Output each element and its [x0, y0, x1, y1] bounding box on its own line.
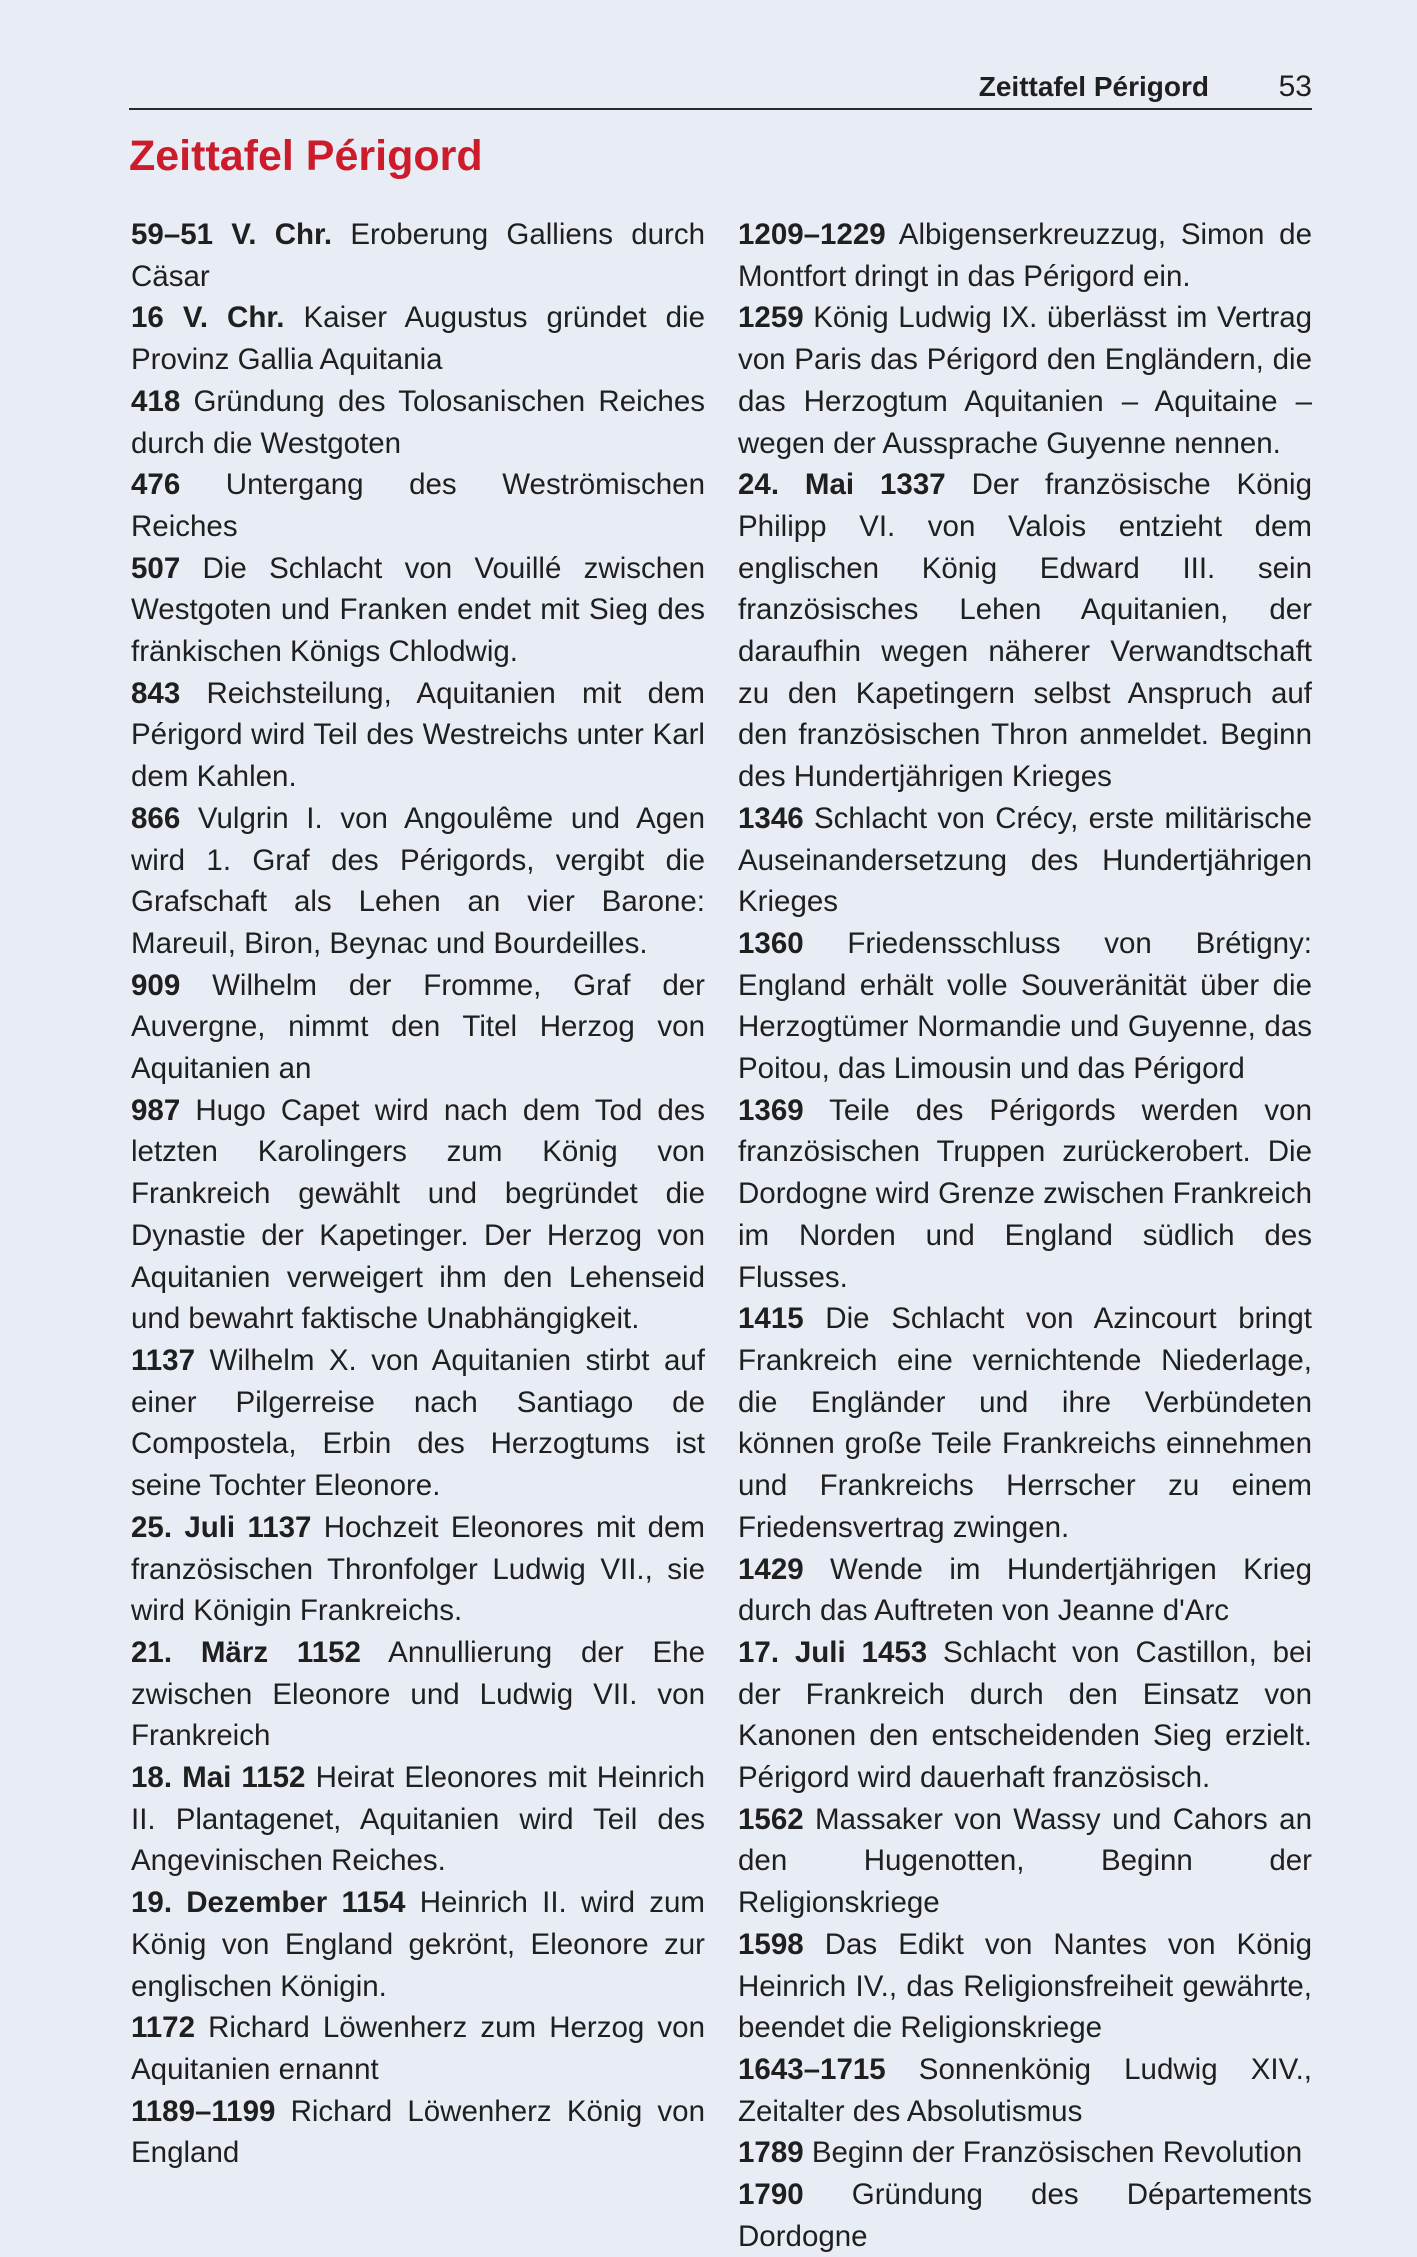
entry-text: Hugo Capet wird nach dem Tod des letzten Karolingers zum König von Frankreich gewählt und begründet die Dynastie der Kapetinger. Der Herzog von Aquitanien verweigert ihm den Lehenseid und bewahrt faktische Unabhängigkeit.	[131, 1093, 705, 1336]
timeline-entry	[738, 1549, 1312, 1632]
entry-text: Gründung des Tolosanischen Reiches durch die Westgoten	[131, 384, 705, 460]
timeline-entry	[131, 1882, 705, 2007]
timeline-entry	[738, 1924, 1312, 2049]
entry-date: 59–51 V. Chr.	[131, 218, 333, 251]
timeline-entry	[738, 1632, 1312, 1799]
entry-text: Wilhelm X. von Aquitanien stirbt auf einer Pilgerreise nach Santiago de Compostela, Erbin des Herzogtums ist seine Tochter Eleonore.	[131, 1343, 705, 1503]
entry-text: Massaker von Wassy und Cahors an den Hugenotten, Beginn der Religionskriege	[738, 1802, 1312, 1920]
timeline-entry	[131, 1090, 705, 1340]
entry-text: Albigenserkreuzzug, Simon de Montfort dringt in das Périgord ein.	[738, 218, 1312, 293]
entry-text: Schlacht von Castillon, bei der Frankreich durch den Einsatz von Kanonen den entscheidenden Sieg erzielt. Périgord wird dauerhaft französisch.	[738, 1635, 1312, 1795]
entry-text: Beginn der Französischen Revolution	[811, 2136, 1303, 2170]
entry-date: 1369	[738, 1093, 804, 1127]
entry-date: 1346	[738, 801, 804, 835]
entry-date: 987	[131, 1093, 181, 1127]
timeline-entry	[131, 1632, 705, 1757]
timeline-entry	[131, 464, 705, 547]
entry-text: Hochzeit Eleonores mit dem französischen Thronfolger Ludwig VII., sie wird Königin Frankreichs.	[131, 1510, 705, 1628]
timeline-entry	[131, 1340, 705, 1507]
timeline-entry	[131, 798, 705, 965]
timeline-entry	[738, 2132, 1312, 2174]
entry-date: 866	[131, 801, 181, 835]
entry-text: Friedensschluss von Brétigny: England erhält volle Souveränität über die Herzogtümer Normandie und Guyenne, das Poitou, das Limousin und das Périgord	[738, 926, 1312, 1086]
entry-date: 21. März 1152	[131, 1635, 361, 1669]
entry-date: 1562	[738, 1802, 804, 1836]
entry-date: 476	[131, 468, 181, 502]
entry-date: 1209–1229	[738, 218, 886, 251]
timeline-entry	[131, 297, 705, 380]
entry-date: 1789	[738, 2136, 804, 2170]
entry-text: Heirat Eleonores mit Heinrich II. Plantagenet, Aquitanien wird Teil des Angevinischen Reiches.	[131, 1761, 705, 1878]
timeline-entry	[131, 673, 705, 798]
page-title: Zeittafel Périgord	[129, 132, 483, 180]
entry-text: Richard Löwenherz König von England	[131, 2094, 705, 2170]
timeline-entry	[738, 464, 1312, 798]
entry-text: Untergang des Weströmischen Reiches	[131, 468, 705, 543]
entry-date: 418	[131, 384, 181, 418]
timeline-entry	[131, 1507, 705, 1632]
timeline-entry	[738, 1090, 1312, 1299]
entry-date: 1643–1715	[738, 2052, 886, 2086]
entry-date: 17. Juli 1453	[738, 1635, 928, 1669]
timeline-entry	[738, 1298, 1312, 1548]
entry-text: Sonnenkönig Ludwig XIV., Zeitalter des Absolutismus	[738, 2052, 1312, 2128]
timeline-entry	[738, 214, 1312, 297]
entry-date: 1790	[738, 2178, 804, 2212]
entry-text: Der französische König Philipp VI. von Valois entzieht dem englischen König Edward III. sein französisches Lehen Aquitanien, der daraufhin wegen näherer Verwandtschaft zu den Kapetingern selbst Anspruch auf den französischen Thron anmeldet. Beginn des Hundertjährigen Krieges	[738, 468, 1312, 794]
timeline-entry	[131, 1757, 705, 1882]
entry-text: Richard Löwenherz zum Herzog von Aquitanien ernannt	[131, 2011, 705, 2086]
running-title: Zeittafel Périgord	[978, 71, 1209, 102]
entry-date: 25. Juli 1137	[131, 1510, 312, 1544]
timeline-entry	[131, 214, 705, 297]
page-number: 53	[1278, 70, 1312, 103]
timeline-left-column	[131, 214, 705, 2174]
entry-text: Heinrich II. wird zum König von England gekrönt, Eleonore zur englischen Königin.	[131, 1886, 705, 2003]
entry-text: Schlacht von Crécy, erste militärische Auseinandersetzung des Hundertjährigen Krieges	[738, 801, 1312, 919]
entry-date: 24. Mai 1337	[738, 468, 946, 502]
timeline-entry	[738, 923, 1312, 1090]
timeline-entry	[738, 297, 1312, 464]
entry-date: 1429	[738, 1552, 804, 1586]
timeline-entry	[738, 1799, 1312, 1924]
timeline-right-column	[738, 214, 1312, 2257]
entry-date: 1137	[131, 1343, 195, 1377]
entry-date: 843	[131, 676, 181, 710]
entry-text: Reichsteilung, Aquitanien mit dem Périgord wird Teil des Westreichs unter Karl dem Kahlen.	[131, 676, 706, 794]
entry-text: Wilhelm der Fromme, Graf der Auvergne, nimmt den Titel Herzog von Aquitanien an	[131, 968, 705, 1086]
entry-date: 18. Mai 1152	[131, 1761, 306, 1795]
entry-text: Teile des Périgords werden von französischen Truppen zurückerobert. Die Dordogne wird Grenze zwischen Frankreich im Norden und England südlich des Flusses.	[738, 1093, 1312, 1294]
timeline-entry	[738, 798, 1312, 923]
entry-date: 507	[131, 551, 181, 585]
running-header	[129, 68, 1312, 110]
entry-date: 19. Dezember 1154	[131, 1886, 406, 1920]
timeline-entry	[131, 2007, 705, 2090]
entry-text: Annullierung der Ehe zwischen Eleonore und Ludwig VII. von Frankreich	[131, 1635, 705, 1753]
timeline-entry	[131, 965, 705, 1090]
entry-date: 16 V. Chr.	[131, 301, 285, 335]
timeline-entry	[131, 2091, 705, 2174]
entry-date: 1259	[738, 301, 804, 335]
entry-date: 909	[131, 968, 181, 1002]
timeline-entry	[738, 2049, 1312, 2132]
timeline-entry	[131, 381, 705, 464]
entry-text: König Ludwig IX. überlässt im Vertrag von Paris das Périgord den Engländern, die das Herzogtum Aquitanien – Aquitaine – wegen der Aussprache Guyenne nennen.	[738, 301, 1313, 460]
entry-date: 1598	[738, 1927, 804, 1961]
entry-text: Die Schlacht von Azincourt bringt Frankreich eine vernichtende Niederlage, die Engländer und ihre Verbündeten können große Teile Frankreichs einnehmen und Frankreichs Herrscher zu einem Friedensvertrag zwingen.	[738, 1302, 1312, 1544]
entry-text: Kaiser Augustus gründet die Provinz Gallia Aquitania	[131, 301, 706, 377]
entry-text: Wende im Hundertjährigen Krieg durch das Auftreten von Jeanne d'Arc	[738, 1552, 1313, 1628]
entry-text: Die Schlacht von Vouillé zwischen Westgoten und Franken endet mit Sieg des fränkischen Königs Chlodwig.	[131, 551, 705, 669]
entry-date: 1415	[738, 1302, 804, 1336]
timeline-entry	[131, 548, 705, 673]
entry-date: 1189–1199	[131, 2094, 276, 2128]
entry-date: 1360	[738, 926, 804, 960]
entry-date: 1172	[131, 2011, 195, 2045]
entry-text: Vulgrin I. von Angoulême und Agen wird 1. Graf des Périgords, vergibt die Grafschaft als Lehen an vier Barone: Mareuil, Biron, Beynac und Bourdeilles.	[131, 801, 705, 960]
entry-text: Gründung des Départements Dordogne	[738, 2178, 1312, 2253]
timeline-entry	[738, 2174, 1312, 2257]
entry-text: Das Edikt von Nantes von König Heinrich IV., das Religionsfreiheit gewährte, beendet die Religionskriege	[738, 1927, 1312, 2045]
entry-text: Eroberung Galliens durch Cäsar	[131, 218, 706, 293]
